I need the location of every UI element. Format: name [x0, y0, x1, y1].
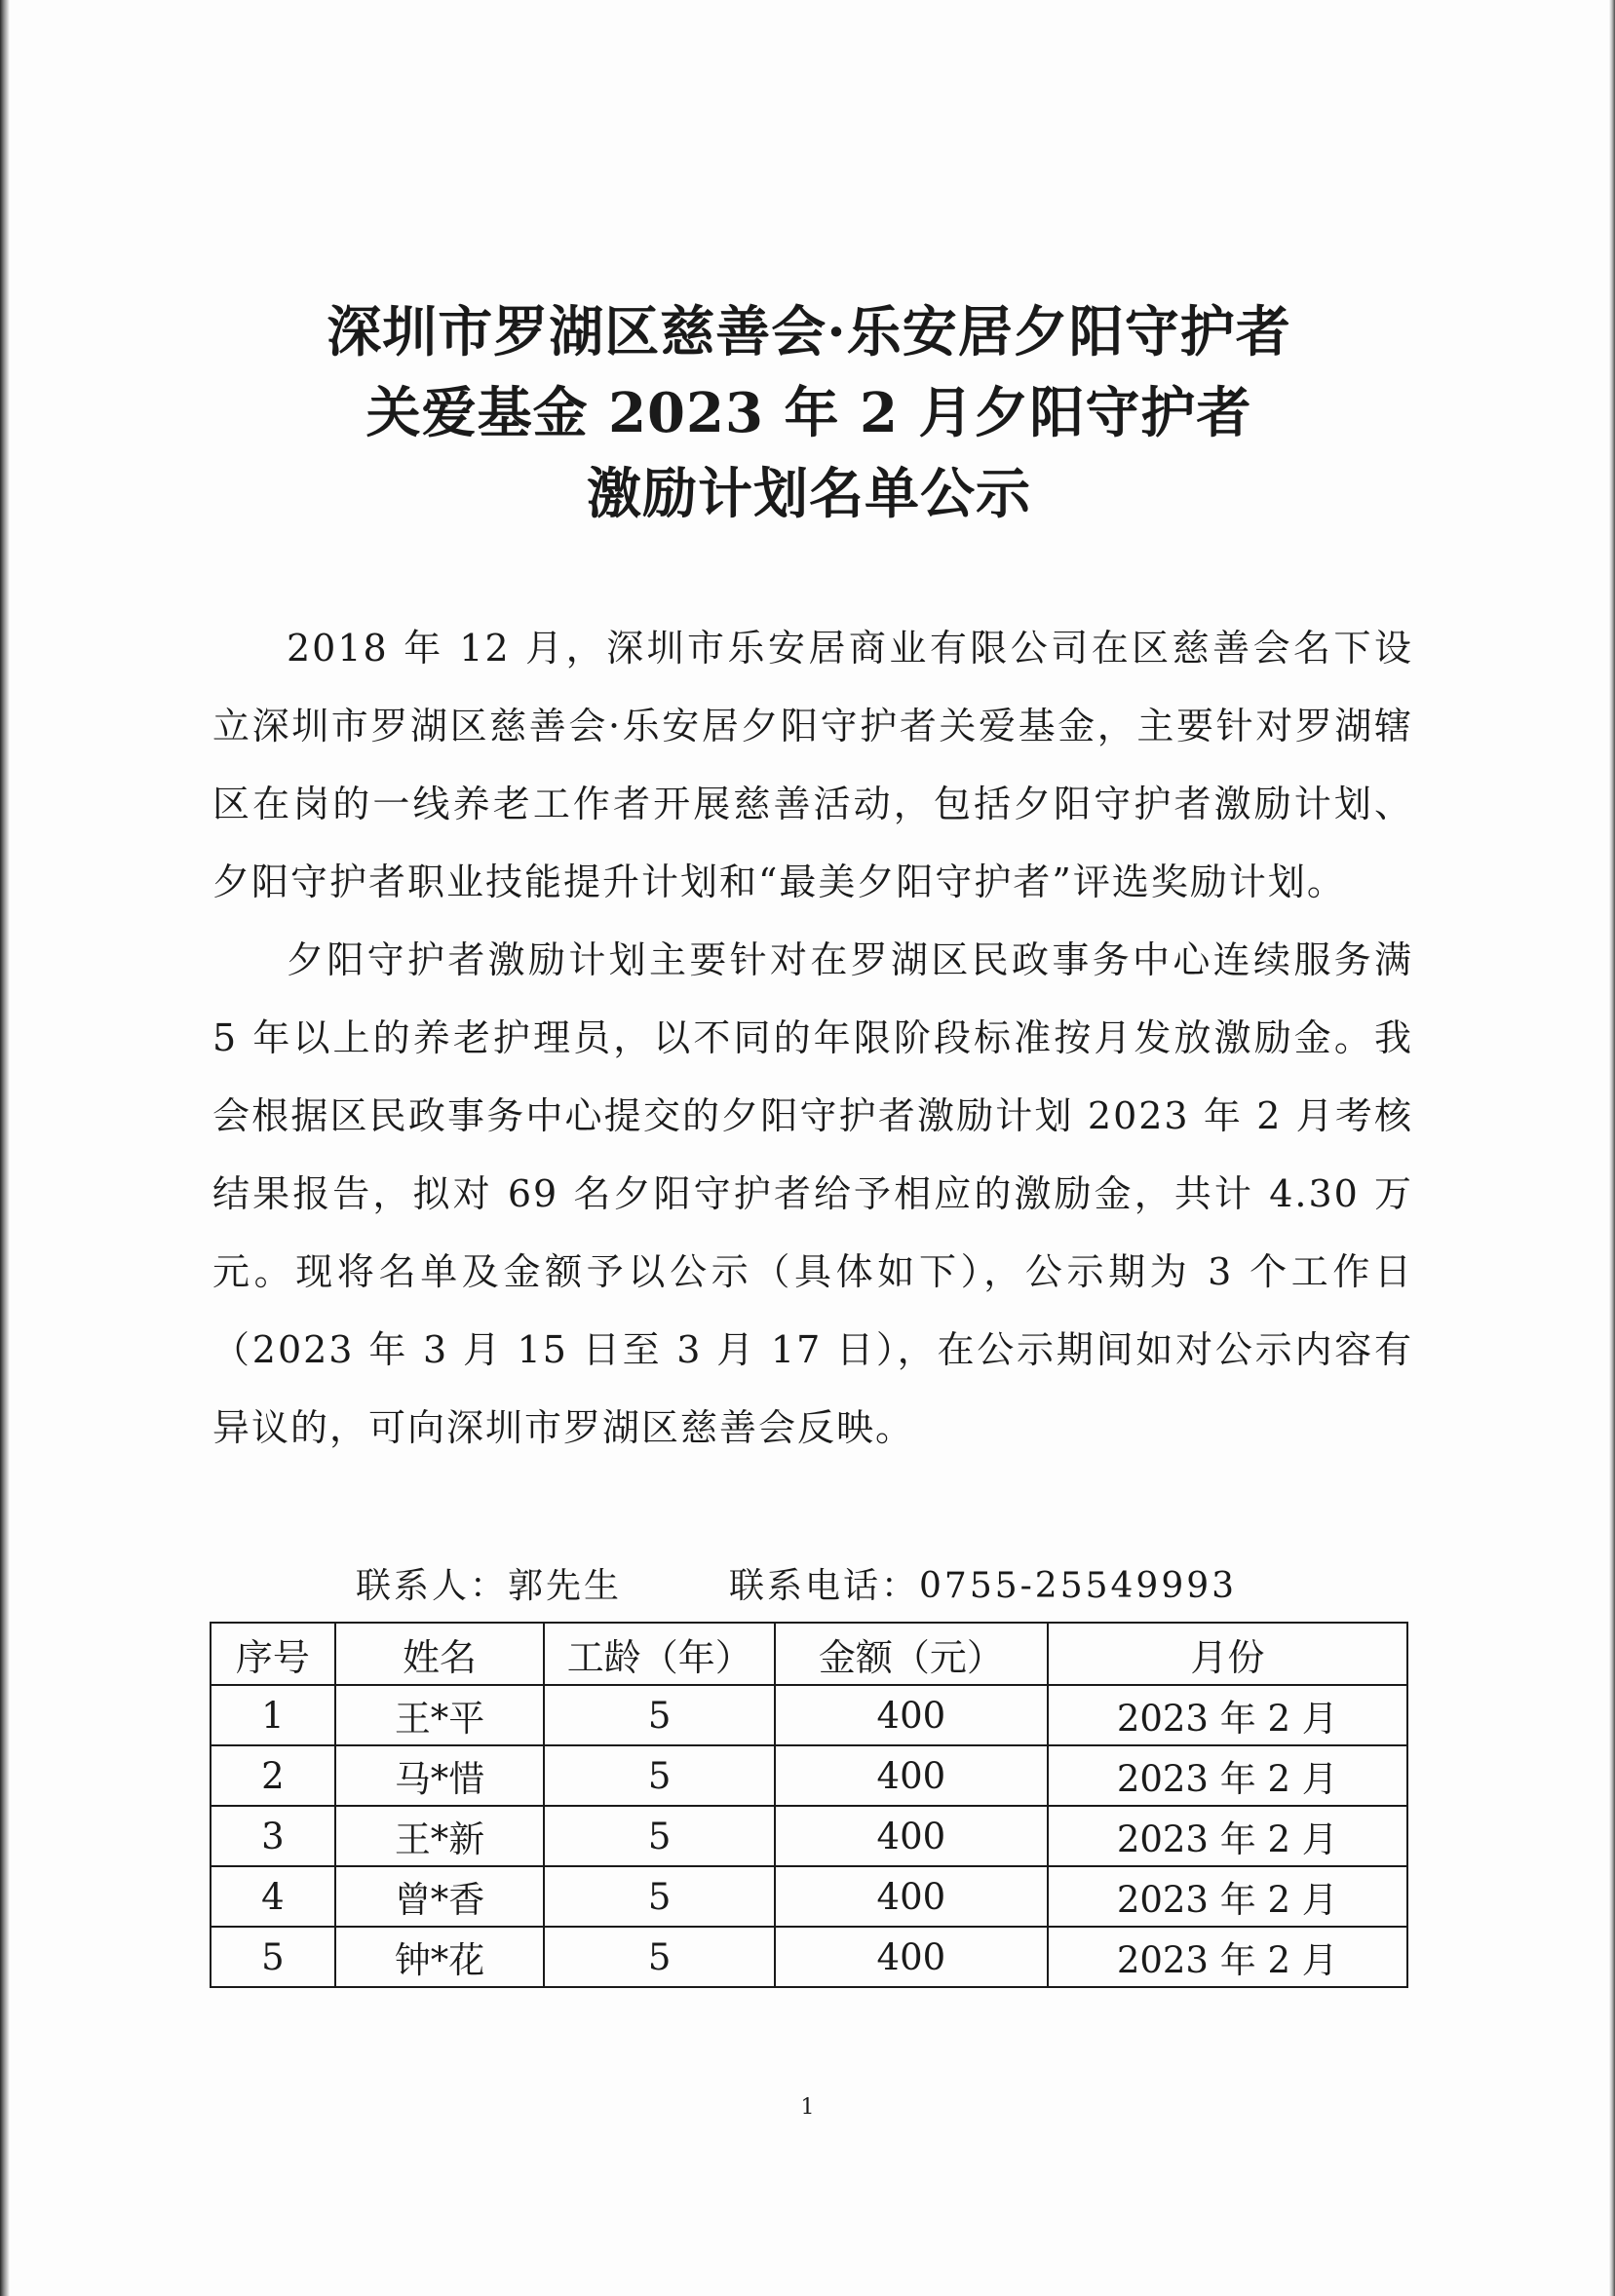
cell-name: 钟*花	[335, 1927, 545, 1987]
cell-month: 2023 年 2 月	[1048, 1685, 1407, 1745]
paragraph-incentive-plan: 夕阳守护者激励计划主要针对在罗湖区民政事务中心连续服务满 5 年以上的养老护理员，以不同的年限阶段标准按月发放激励金。我会根据区民政事务中心提交的夕阳守护者激励计划 2023 年 2 月考核结果报告，拟对 69 名夕阳守护者给予相应的激励金，共计 4.30 万元。现将名单及金额予以公示（具体如下），公示期为 3 个工作日（2023 年 3 月 15 日至 3 月 17 日），在公示期间如对公示内容有异议的，可向深圳市罗湖区慈善会反映。	[212, 938, 1413, 1449]
title-line-2: 关爱基金 2023 年 2 月夕阳守护者	[365, 381, 1252, 445]
cell-name: 马*惜	[335, 1745, 545, 1806]
cell-month: 2023 年 2 月	[1048, 1927, 1407, 1987]
cell-amount: 400	[775, 1866, 1048, 1927]
cell-index: 1	[211, 1685, 335, 1745]
scan-edge-right	[1609, 0, 1615, 2296]
header-index: 序号	[211, 1623, 335, 1685]
cell-years: 5	[544, 1806, 775, 1866]
header-name: 姓名	[335, 1623, 545, 1685]
cell-amount: 400	[775, 1806, 1048, 1866]
cell-amount: 400	[775, 1745, 1048, 1806]
cell-amount: 400	[775, 1927, 1048, 1987]
header-month: 月份	[1048, 1623, 1407, 1685]
body-text	[212, 609, 1413, 1467]
title-line-1: 深圳市罗湖区慈善会·乐安居夕阳守护者	[327, 300, 1291, 364]
paragraph-fund-intro: 2018 年 12 月，深圳市乐安居商业有限公司在区慈善会名下设立深圳市罗湖区慈善会·乐安居夕阳守护者关爱基金，主要针对罗湖辖区在岗的一线养老工作者开展慈善活动，包括夕阳守护者激励计划、夕阳守护者职业技能提升计划和“最美夕阳守护者”评选奖励计划。	[212, 627, 1413, 903]
cell-month: 2023 年 2 月	[1048, 1866, 1407, 1927]
page-number: 1	[800, 2095, 815, 2120]
cell-month: 2023 年 2 月	[1048, 1745, 1407, 1806]
cell-index: 2	[211, 1745, 335, 1806]
header-amount: 金额（元）	[775, 1623, 1048, 1685]
contact-person: 联系人：郭先生	[356, 1566, 623, 1606]
table-header-row	[211, 1623, 1407, 1685]
table-row	[211, 1806, 1407, 1866]
cell-years: 5	[544, 1685, 775, 1745]
cell-years: 5	[544, 1866, 775, 1927]
contact-phone: 联系电话：0755-25549993	[729, 1566, 1238, 1606]
cell-years: 5	[544, 1927, 775, 1987]
cell-index: 4	[211, 1866, 335, 1927]
cell-years: 5	[544, 1745, 775, 1806]
table-row	[211, 1866, 1407, 1927]
roster-table	[210, 1622, 1408, 1988]
cell-name: 王*平	[335, 1685, 545, 1745]
cell-index: 5	[211, 1927, 335, 1987]
contact-line	[356, 1557, 1408, 1616]
table-row	[211, 1927, 1407, 1987]
cell-name: 曾*香	[335, 1866, 545, 1927]
title-line-3: 激励计划名单公示	[587, 462, 1031, 526]
scan-edge-left	[0, 0, 10, 2296]
cell-amount: 400	[775, 1685, 1048, 1745]
cell-index: 3	[211, 1806, 335, 1866]
cell-name: 王*新	[335, 1806, 545, 1866]
cell-month: 2023 年 2 月	[1048, 1806, 1407, 1866]
table-row	[211, 1745, 1407, 1806]
document-title	[195, 292, 1423, 535]
header-years: 工龄（年）	[544, 1623, 775, 1685]
table-row	[211, 1685, 1407, 1745]
